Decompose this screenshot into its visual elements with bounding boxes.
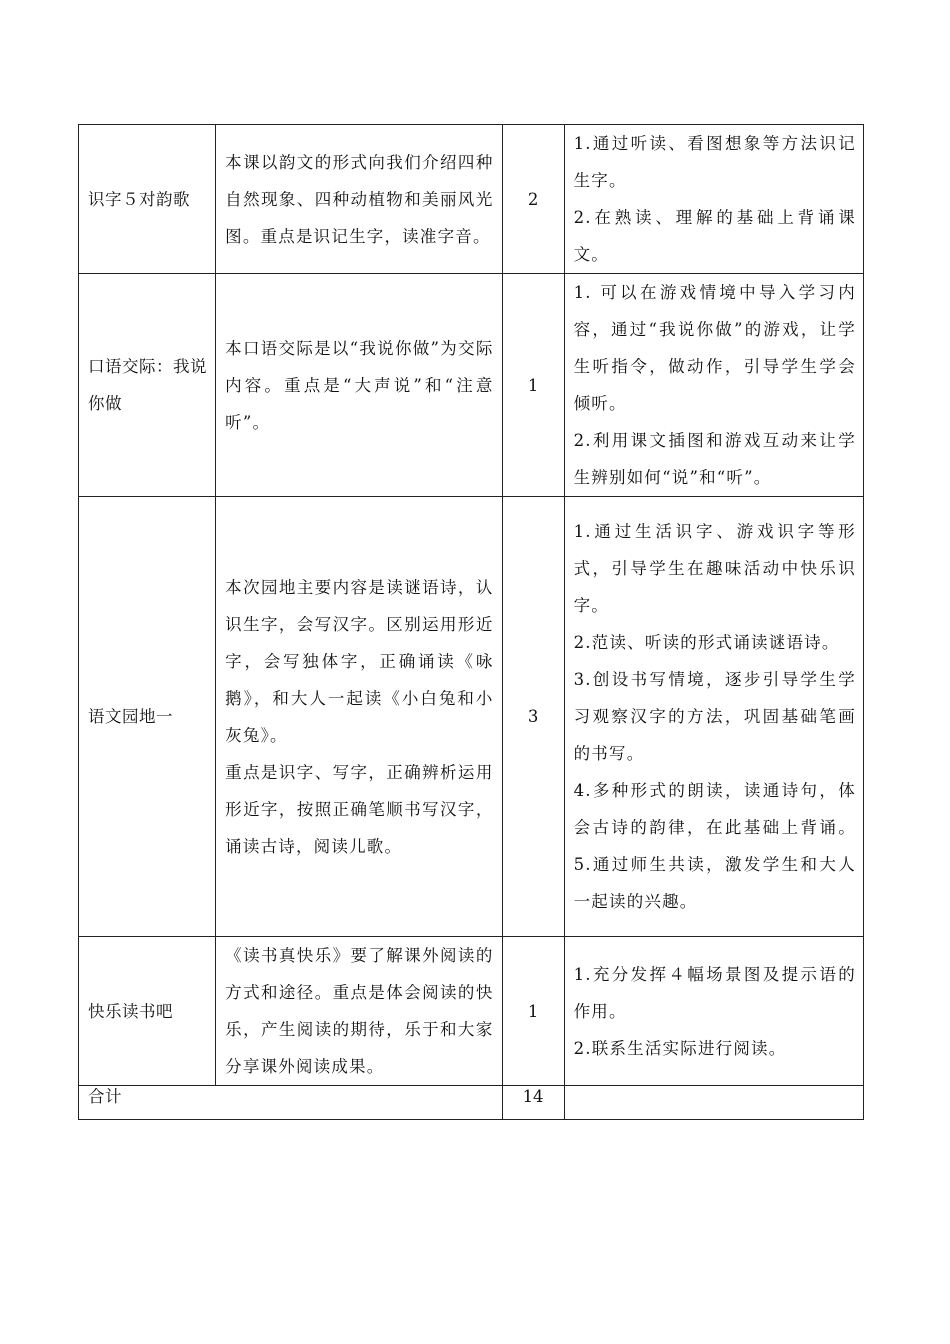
method-item: 1. 可以在游戏情境中导入学习内容，通过“我说你做”的游戏，让学生听指令，做动作，引导学生学会倾听。 (573, 283, 856, 413)
method-item: 2.范读、听读的形式诵读谜语诗。 (573, 633, 840, 652)
total-row (79, 1086, 864, 1120)
lesson-title-cell: 语文园地一 (79, 497, 216, 937)
lesson-title-cell: 口语交际：我说你做 (79, 274, 216, 497)
method-item: 1.充分发挥４幅场景图及提示语的作用。 (573, 964, 856, 1021)
table-row (79, 274, 864, 497)
lesson-title-cell: 识字５对韵歌 (79, 125, 216, 274)
lesson-content-cell (216, 937, 502, 1086)
method-item: 4.多种形式的朗读，读通诗句，体会古诗的韵律，在此基础上背诵。5.通过师生共读，激发学生和大人一起读的兴趣。 (573, 781, 856, 911)
class-hours-cell: 2 (502, 125, 564, 274)
content-paragraph: 重点是识字、写字，正确辨析运用形近字，按照正确笔顺书写汉字，诵读古诗，阅读儿歌。 (225, 762, 494, 856)
total-label-cell: 合计 (79, 1086, 503, 1120)
content-paragraph: 《读书真快乐》要了解课外阅读的方式和途径。重点是体会阅读的快乐，产生阅读的期待，乐于和大家分享课外阅读成果。 (225, 946, 494, 1076)
method-item: 2.利用课文插图和游戏互动来让学生辨别如何“说”和“听”。 (573, 431, 856, 487)
lesson-content-cell (216, 274, 502, 497)
content-paragraph: 本课以韵文的形式向我们介绍四种自然现象、四种动植物和美丽风光图。重点是识记生字，读准字音。 (225, 152, 494, 246)
table-row (79, 125, 864, 274)
table-row (79, 497, 864, 937)
content-paragraph: 本口语交际是以“我说你做”为交际内容。重点是“大声说”和“注意听”。 (225, 338, 494, 432)
total-hours-cell: 14 (502, 1086, 564, 1120)
table-row (79, 937, 864, 1086)
lesson-content-cell (216, 497, 502, 937)
method-item: 2.在熟读、理解的基础上背诵课文。 (573, 208, 856, 264)
teaching-methods-cell (564, 274, 863, 497)
method-item: 1.通过生活识字、游戏识字等形式，引导学生在趣味活动中快乐识字。 (573, 522, 856, 615)
lesson-title-cell: 快乐读书吧 (79, 937, 216, 1086)
method-item: 3.创设书写情境，逐步引导学生学习观察汉字的方法，巩固基础笔画的书写。 (573, 670, 856, 763)
total-methods-cell (564, 1086, 863, 1120)
method-item: 2.联系生活实际进行阅读。 (573, 1038, 787, 1058)
class-hours-cell: 3 (502, 497, 564, 937)
lesson-plan-table (78, 124, 864, 1120)
teaching-methods-cell (564, 125, 863, 274)
teaching-methods-cell (564, 937, 863, 1086)
class-hours-cell: 1 (502, 937, 564, 1086)
class-hours-cell: 1 (502, 274, 564, 497)
lesson-content-cell (216, 125, 502, 274)
method-item: 1.通过听读、看图想象等方法识记生字。 (573, 134, 856, 190)
teaching-methods-cell (564, 497, 863, 937)
content-paragraph: 本次园地主要内容是读谜语诗，认识生字，会写汉字。区别运用形近字，会写独体字，正确诵读《咏鹅》，和大人一起读《小白兔和小灰兔》。 (225, 577, 494, 745)
